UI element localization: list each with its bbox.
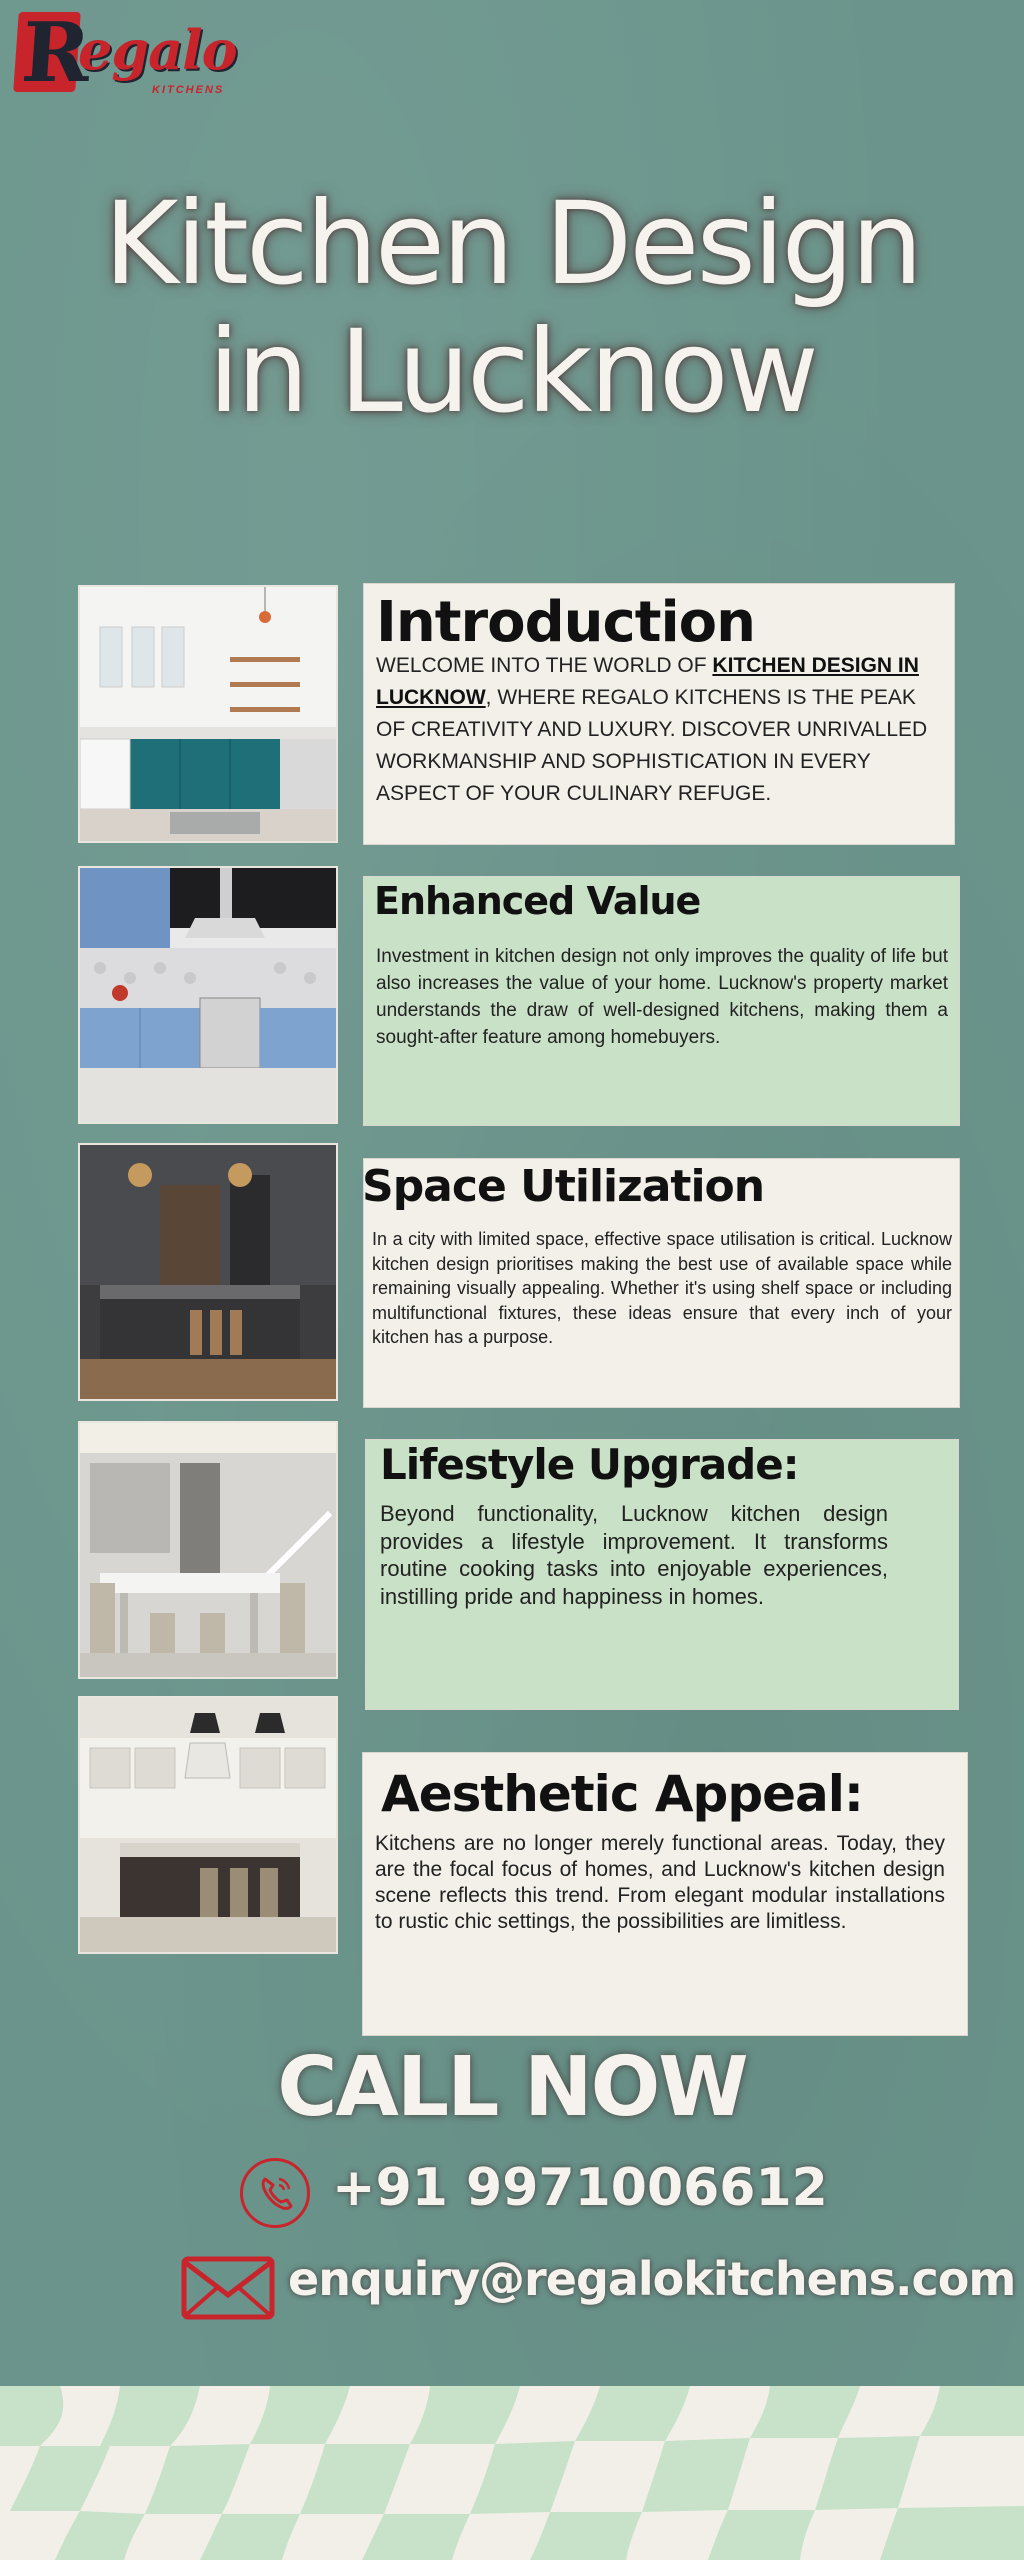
checker-pattern-graphic (0, 2386, 1024, 2560)
regalo-logo[interactable] (12, 5, 237, 103)
phone-number[interactable]: +91 9971006612 (332, 2158, 828, 2218)
dark-kitchen-image (80, 1145, 336, 1399)
blue-kitchen-photo (78, 866, 338, 1124)
introduction-text-after: , WHERE REGALO KITCHENS IS THE PEAK OF CREATIVITY AND LUXURY. DISCOVER UNRIVALLED WORKMANSHIP AND SOPHISTICATION IN EVERY ASPECT OF YOUR CULINARY REFUGE. (376, 686, 928, 805)
introduction-text (376, 650, 950, 810)
classic-kitchen-image (80, 1698, 336, 1952)
aesthetic-appeal-card (362, 1752, 968, 2036)
lifestyle-upgrade-text: Beyond functionality, Lucknow kitchen design provides a lifestyle improvement. It transforms routine cooking tasks into enjoyable experiences, instilling pride and happiness in homes. (380, 1501, 888, 1609)
dark-kitchen-photo (78, 1143, 338, 1401)
introduction-card (363, 583, 955, 845)
enhanced-value-heading: Enhanced Value (374, 879, 701, 923)
aesthetic-appeal-text: Kitchens are no longer merely functional areas. Today, they are the focal focus of homes, and Lucknow's kitchen design scene reflects this trend. From elegant modular installations to rustic chic settings, the possibilities are limitless. (375, 1832, 945, 1933)
aesthetic-appeal-heading: Aesthetic Appeal: (381, 1765, 863, 1823)
email-icon (180, 2255, 276, 2321)
call-now-heading: CALL NOW (277, 2040, 747, 2135)
phone-icon (240, 2158, 310, 2228)
enhanced-value-card (363, 876, 960, 1126)
blue-kitchen-image (80, 868, 336, 1122)
page-title (0, 177, 1024, 438)
logo-letter: R (18, 5, 94, 101)
space-utilization-text: In a city with limited space, effective space utilisation is critical. Lucknow kitchen design prioritises making the best use of available space while remaining visually appealing. Whether it's using shelf space or including multifunctional fixtures, these ideas ensure that every inch of your kitchen has a purpose. (372, 1229, 952, 1347)
lifestyle-upgrade-heading: Lifestyle Upgrade: (380, 1440, 799, 1489)
white-kitchen-photo (78, 1421, 338, 1679)
logo-subtitle: KITCHENS (152, 84, 225, 96)
kitchen-design-link[interactable]: KITCHEN DESIGN IN LUCKNOW (376, 654, 919, 709)
wavy-checker-pattern (0, 2386, 1024, 2560)
white-kitchen-image (80, 1423, 336, 1677)
logo-name: egalo (78, 18, 237, 82)
teal-kitchen-photo (78, 585, 338, 843)
title-line-1: Kitchen Design (103, 177, 921, 310)
space-utilization-heading: Space Utilization (362, 1161, 765, 1212)
teal-kitchen-image (80, 587, 336, 841)
enhanced-value-text: Investment in kitchen design not only improves the quality of life but also increases the value of your home. Lucknow's property market understands the draw of well-designed kitchens, making them a sought-after feature among homebuyers. (376, 946, 948, 1048)
introduction-heading: Introduction (376, 590, 756, 655)
space-utilization-card (363, 1158, 960, 1408)
email-address[interactable]: enquiry@regalokitchens.com (288, 2252, 1016, 2306)
classic-kitchen-photo (78, 1696, 338, 1954)
logo-mark (13, 5, 94, 101)
introduction-text-before: WELCOME INTO THE WORLD OF (376, 654, 713, 677)
lifestyle-upgrade-card (365, 1439, 959, 1710)
title-line-2: in Lucknow (208, 305, 816, 438)
